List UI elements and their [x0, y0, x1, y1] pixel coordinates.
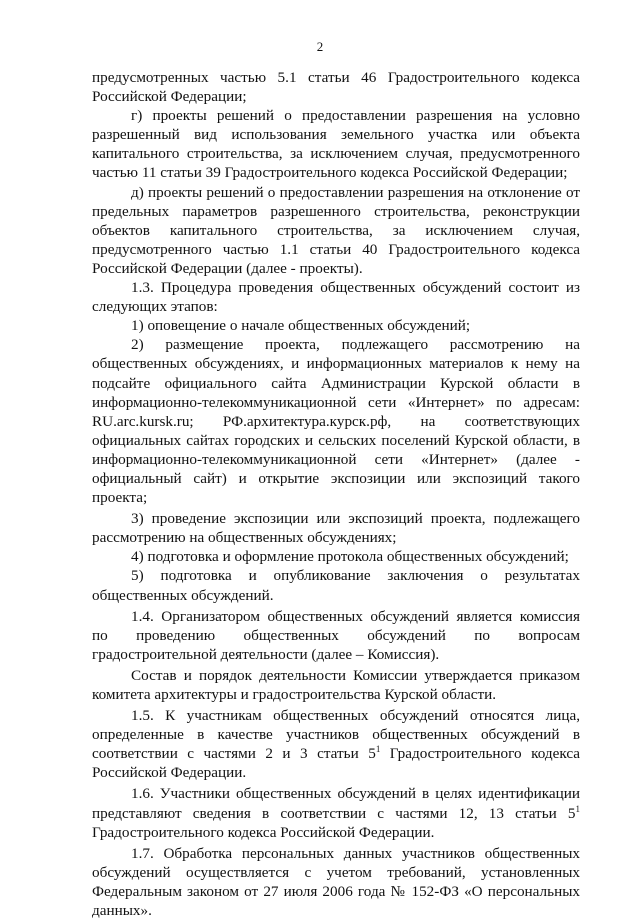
p15-text-before: 1.5. К участникам общественных обсуждений относятся лица, определенные в качестве участников общественных обсуждений в соответствии с частями 2 и 3 статьи 5 [92, 707, 580, 763]
page-number: 2 [316, 39, 324, 54]
p16-text-before: 1.6. Участники общественных обсуждений в целях идентификации представляют сведения в соответствии с частями 12, 13 статьи 5 [92, 785, 580, 822]
document-body [92, 68, 580, 920]
stage-4: 4) подготовка и оформление протокола общественных обсуждений; [131, 548, 569, 566]
p15-superscript: 1 [375, 744, 381, 755]
stage-5: 5) подготовка и опубликование заключения о результатах общественных обсуждений. [92, 567, 580, 604]
paragraph-item-g: г) проекты решений о предоставлении разрешения на условно разрешенный вид использования земельного участка или объекта капитального строительства, за исключением случая, предусмотренного частью 11 статьи 39 Градостроительного кодекса Российской Федерации; [92, 107, 580, 182]
paragraph-1-7: 1.7. Обработка персональных данных участников общественных обсуждений осуществляется с учетом требований, установленных Федеральным законом от 27 июля 2006 года № 152-ФЗ «О персональных данных». [92, 844, 580, 920]
p16-superscript: 1 [575, 803, 580, 814]
p15-text-after: Градостроительного кодекса Российской Федерации. [92, 745, 580, 782]
paragraph-commission: Состав и порядок деятельности Комиссии утверждается приказом комитета архитектуры и градостроительства Курской области. [92, 666, 580, 703]
p16-text-after: Градостроительного кодекса Российской Федерации. [92, 823, 435, 841]
paragraph-item-d: д) проекты решений о предоставлении разрешения на отклонение от предельных параметров разрешенного строительства, реконструкции объектов капитального строительства, за исключением случая, предусмотренного частью 1.1 статьи 40 Градостроительного кодекса Российской Федерации (далее - проекты). [92, 183, 580, 277]
stage-3: 3) проведение экспозиции или экспозиций проекта, подлежащего рассмотрению на общественных обсуждениях; [92, 510, 580, 547]
paragraph-1-3: 1.3. Процедура проведения общественных обсуждений состоит из следующих этапов: [92, 279, 580, 316]
paragraph-1-4: 1.4. Организатором общественных обсуждений является комиссия по проведению общественных обсуждений по вопросам градостроительной деятельности (далее – Комиссия). [92, 607, 580, 663]
paragraph-1-6 [92, 784, 580, 841]
paragraph-1-5 [92, 706, 580, 782]
stage-2: 2) размещение проекта, подлежащего рассмотрению на общественных обсуждениях, и информационных материалов к нему на подсайте официального сайта Администрации Курской области в информационно-телекоммуникационной сети «Интернет» по адресам: RU.arc.kursk.ru; РФ.архитектура.курск.рф, на соответствующих официальных сайтах городских и сельских поселений Курской области, в информационно-телекоммуникационной сети «Интернет» (далее - официальный сайт) и открытие экспозиции или экспозиций такого проекта; [92, 336, 580, 507]
paragraph-continuation: предусмотренных частью 5.1 статьи 46 Градостроительного кодекса Российской Федерации; [92, 69, 580, 106]
stage-1: 1) оповещение о начале общественных обсуждений; [131, 317, 471, 335]
